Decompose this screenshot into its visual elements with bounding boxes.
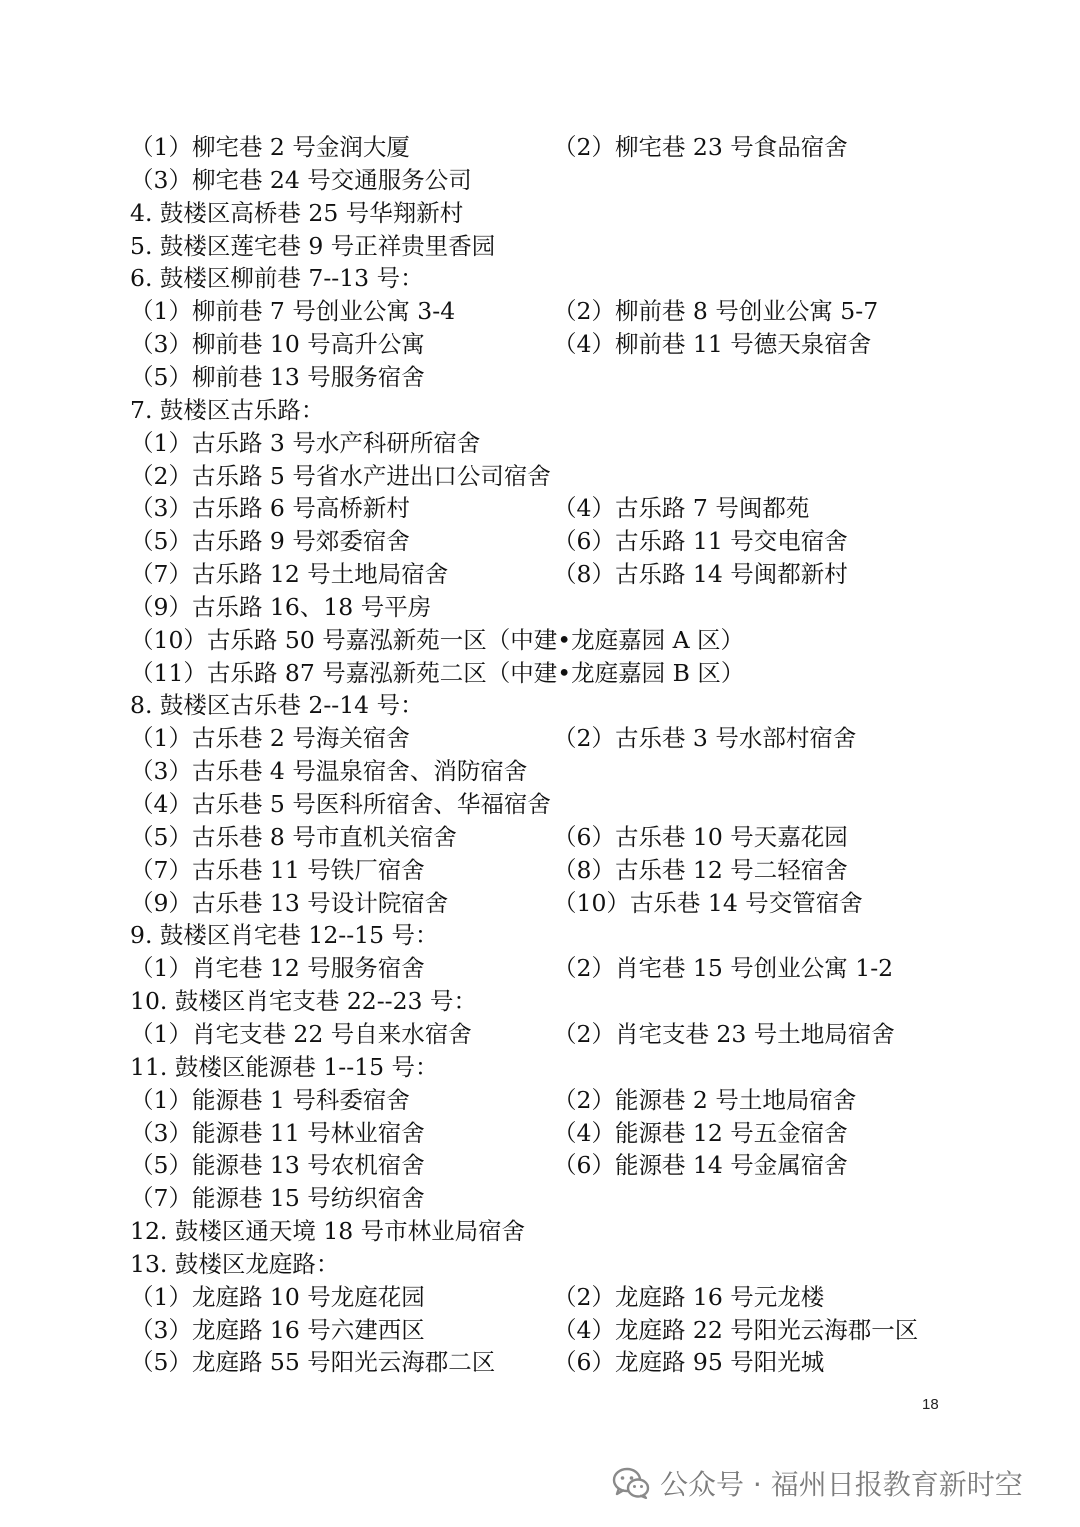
list-item: （7）能源巷 15 号纺织宿舍	[130, 1184, 425, 1213]
list-item: （1）柳前巷 7 号创业公寓 3-4	[130, 297, 456, 326]
list-item: （1）古乐路 3 号水产科研所宿舍	[130, 428, 481, 457]
list-item: （2）柳前巷 8 号创业公寓 5-7	[553, 297, 879, 326]
list-item: （3）龙庭路 16 号六建西区	[130, 1315, 425, 1344]
list-item: （1）柳宅巷 2 号金润大厦	[130, 133, 410, 161]
list-row	[0, 788, 1080, 821]
list-item: （4）柳前巷 11 号德天泉宿舍	[553, 330, 872, 359]
list-row	[0, 624, 1080, 657]
list-row	[0, 1346, 1080, 1379]
list-item: （8）古乐巷 12 号二轻宿舍	[553, 855, 848, 884]
list-item: （9）古乐路 16、18 号平房	[130, 592, 432, 621]
list-row	[0, 952, 1080, 985]
heading-text: 6. 鼓楼区柳前巷 7--13 号：	[130, 264, 424, 293]
list-row	[0, 460, 1080, 493]
section-heading	[0, 230, 1080, 263]
section-heading	[0, 689, 1080, 722]
list-item: （2）肖宅巷 15 号创业公寓 1-2	[553, 954, 894, 983]
list-row	[0, 1281, 1080, 1314]
list-item: （6）古乐路 11 号交电宿舍	[553, 527, 848, 556]
list-item: （2）能源巷 2 号土地局宿舍	[553, 1085, 857, 1114]
list-row	[0, 1084, 1080, 1117]
list-item: （3）柳宅巷 24 号交通服务公司	[130, 165, 472, 194]
heading-text: 7. 鼓楼区古乐路：	[130, 395, 325, 424]
list-item: （1）龙庭路 10 号龙庭花园	[130, 1282, 425, 1311]
section-heading	[0, 197, 1080, 230]
list-item: （1）肖宅巷 12 号服务宿舍	[130, 954, 425, 983]
list-item: （7）古乐路 12 号土地局宿舍	[130, 560, 449, 589]
list-item: （1）能源巷 1 号科委宿舍	[130, 1085, 410, 1114]
list-item: （6）古乐巷 10 号天嘉花园	[553, 822, 848, 851]
section-heading	[0, 985, 1080, 1018]
list-item: （5）古乐路 9 号郊委宿舍	[130, 527, 410, 556]
list-row	[0, 657, 1080, 690]
list-row	[0, 591, 1080, 624]
section-heading	[0, 1215, 1080, 1248]
list-item: （2）古乐路 5 号省水产进出口公司宿舍	[130, 461, 551, 490]
heading-text: 9. 鼓楼区肖宅巷 12--15 号：	[130, 921, 439, 950]
heading-text: 10. 鼓楼区肖宅支巷 22--23 号：	[130, 987, 477, 1016]
list-row	[0, 1117, 1080, 1150]
heading-text: 8. 鼓楼区古乐巷 2--14 号：	[130, 691, 424, 720]
section-heading	[0, 262, 1080, 295]
section-heading	[0, 1248, 1080, 1281]
list-item: （5）龙庭路 55 号阳光云海郡二区	[130, 1348, 496, 1377]
list-item: （11）古乐路 87 号嘉泓新苑二区（中建•龙庭嘉园 B 区）	[130, 658, 745, 687]
list-item: （4）古乐路 7 号闽都苑	[553, 494, 810, 523]
list-item: （1）古乐巷 2 号海关宿舍	[130, 724, 410, 753]
list-item: （4）能源巷 12 号五金宿舍	[553, 1118, 848, 1147]
list-row	[0, 755, 1080, 788]
watermark-text: 公众号 · 福州日报教育新时空	[660, 1468, 1023, 1501]
list-row	[0, 361, 1080, 394]
list-row	[0, 1182, 1080, 1215]
list-row	[0, 328, 1080, 361]
list-row	[0, 722, 1080, 755]
list-item: （3）古乐路 6 号高桥新村	[130, 494, 410, 523]
list-item: （10）古乐路 50 号嘉泓新苑一区（中建•龙庭嘉园 A 区）	[130, 625, 745, 654]
list-row	[0, 131, 1080, 164]
list-item: （10）古乐巷 14 号交管宿舍	[553, 888, 863, 917]
list-item: （9）古乐巷 13 号设计院宿舍	[130, 888, 449, 917]
list-row	[0, 1149, 1080, 1182]
list-item: （3）古乐巷 4 号温泉宿舍、消防宿舍	[130, 757, 528, 786]
list-item: （3）柳前巷 10 号高升公寓	[130, 330, 425, 359]
list-row	[0, 427, 1080, 460]
list-item: （5）古乐巷 8 号市直机关宿舍	[130, 822, 457, 851]
heading-text: 4. 鼓楼区高桥巷 25 号华翔新村	[130, 198, 464, 227]
list-item: （4）古乐巷 5 号医科所宿舍、华福宿舍	[130, 790, 551, 818]
list-item: （2）柳宅巷 23 号食品宿舍	[553, 133, 848, 161]
list-row	[0, 558, 1080, 591]
list-item: （7）古乐巷 11 号铁厂宿舍	[130, 855, 425, 884]
list-row	[0, 295, 1080, 328]
section-heading	[0, 394, 1080, 427]
heading-text: 12. 鼓楼区通天境 18 号市林业局宿舍	[130, 1217, 526, 1246]
watermark	[612, 1455, 1023, 1511]
list-row	[0, 525, 1080, 558]
list-row	[0, 492, 1080, 525]
heading-text: 13. 鼓楼区龙庭路：	[130, 1249, 340, 1278]
wechat-icon	[612, 1467, 650, 1499]
list-item: （2）肖宅支巷 23 号土地局宿舍	[553, 1019, 895, 1048]
list-row	[0, 887, 1080, 920]
list-row	[0, 164, 1080, 197]
list-item: （2）龙庭路 16 号元龙楼	[553, 1282, 825, 1311]
list-item: （6）能源巷 14 号金属宿舍	[553, 1151, 848, 1180]
heading-text: 11. 鼓楼区能源巷 1--15 号：	[130, 1052, 439, 1081]
heading-text: 5. 鼓楼区莲宅巷 9 号正祥贵里香园	[130, 231, 496, 260]
list-row	[0, 821, 1080, 854]
list-item: （6）龙庭路 95 号阳光城	[553, 1348, 825, 1377]
list-row	[0, 1018, 1080, 1051]
list-item: （3）能源巷 11 号林业宿舍	[130, 1118, 425, 1147]
section-heading	[0, 919, 1080, 952]
list-item: （1）肖宅支巷 22 号自来水宿舍	[130, 1019, 472, 1048]
list-row	[0, 1314, 1080, 1347]
list-item: （5）能源巷 13 号农机宿舍	[130, 1151, 425, 1180]
page-number: 18	[922, 1396, 939, 1413]
list-item: （5）柳前巷 13 号服务宿舍	[130, 362, 425, 391]
list-item: （8）古乐路 14 号闽都新村	[553, 560, 848, 589]
list-item: （4）龙庭路 22 号阳光云海郡一区	[553, 1315, 919, 1344]
list-item: （2）古乐巷 3 号水部村宿舍	[553, 724, 857, 753]
section-heading	[0, 1051, 1080, 1084]
list-row	[0, 854, 1080, 887]
